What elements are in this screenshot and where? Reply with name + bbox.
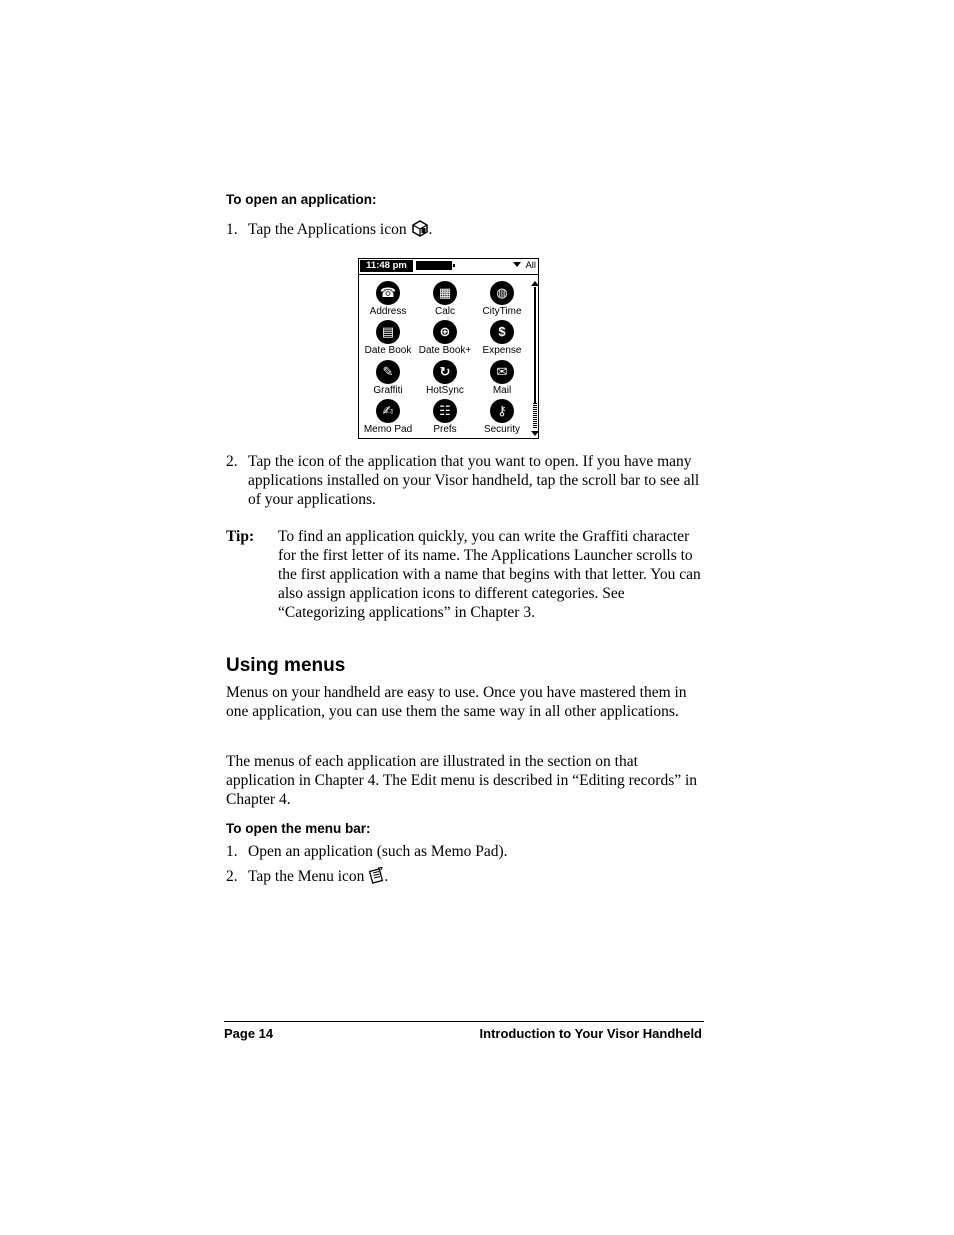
app-label: Calc xyxy=(434,306,455,317)
scroll-up-arrow-icon[interactable] xyxy=(531,281,539,286)
prefs-icon: ☷ xyxy=(433,399,457,423)
app-date-book[interactable] xyxy=(416,320,474,357)
step-text: Open an application (such as Memo Pad). xyxy=(248,843,508,860)
battery-icon xyxy=(416,261,452,270)
step-text: Tap the icon of the application that you want to open. If you have many applications installed on your Visor handheld, tap the scroll bar to see all of your applications. xyxy=(248,453,700,508)
applications-launcher-screen xyxy=(358,258,539,439)
dropdown-triangle-icon xyxy=(513,262,521,267)
app-date-book[interactable] xyxy=(359,320,417,357)
launcher-title-bar xyxy=(359,259,538,275)
app-label: CityTime xyxy=(482,306,522,317)
app-label: Graffiti xyxy=(373,385,403,396)
procedure-title-open-application: To open an application: xyxy=(226,192,377,207)
app-address[interactable] xyxy=(359,281,417,318)
paragraph-menus-chapter: The menus of each application are illustrated in the section on that application in Chapter 4. The Edit menu is described in “Editing records” in Chapter 4. xyxy=(226,753,698,808)
tip-label: Tip: xyxy=(226,528,255,545)
step-text-end: . xyxy=(384,868,389,885)
step-text: Tap the Applications icon xyxy=(248,221,407,238)
footer-page-number: Page 14 xyxy=(224,1026,274,1041)
step-number: 1. xyxy=(226,221,238,238)
app-label: Date Book+ xyxy=(418,345,472,356)
globe-icon: ◍ xyxy=(490,281,514,305)
envelope-icon: ✉ xyxy=(490,360,514,384)
app-mail[interactable] xyxy=(473,360,531,397)
memo-icon: ✍ xyxy=(376,399,400,423)
calendar-plus-icon: ⊕ xyxy=(433,320,457,344)
step-2-open-application xyxy=(226,452,706,512)
app-graffiti[interactable] xyxy=(359,360,417,397)
phone-icon: ☎ xyxy=(376,281,400,305)
app-security[interactable] xyxy=(473,399,531,436)
footer-title: Introduction to Your Visor Handheld xyxy=(479,1026,702,1041)
applications-icon xyxy=(411,220,429,242)
calculator-icon: ▦ xyxy=(433,281,457,305)
app-calc[interactable] xyxy=(416,281,474,318)
dollar-icon: $ xyxy=(490,320,514,344)
sync-icon: ↻ xyxy=(433,360,457,384)
clock-display[interactable]: 11:48 pm xyxy=(360,260,413,272)
paragraph-menus-intro: Menus on your handheld are easy to use. Once you have mastered them in one application, you can use them the same way in all other applications. xyxy=(226,684,687,720)
step-2-open-menu-bar xyxy=(226,867,706,887)
app-memo-pad[interactable] xyxy=(359,399,417,436)
scroll-thumb[interactable] xyxy=(533,403,537,429)
category-picker[interactable] xyxy=(513,260,536,272)
pen-icon: ✎ xyxy=(376,360,400,384)
step-number: 2. xyxy=(226,868,238,885)
app-label: Mail xyxy=(492,385,512,396)
app-label: HotSync xyxy=(426,385,464,396)
app-citytime[interactable] xyxy=(473,281,531,318)
app-label: Expense xyxy=(482,345,522,356)
menu-icon xyxy=(368,867,384,889)
step-number: 1. xyxy=(226,843,238,860)
step-number: 2. xyxy=(226,453,238,470)
app-expense[interactable] xyxy=(473,320,531,357)
step-1-open-application xyxy=(226,220,706,240)
app-label: Memo Pad xyxy=(363,424,413,435)
scroll-down-arrow-icon[interactable] xyxy=(531,431,539,436)
app-prefs[interactable] xyxy=(416,399,474,436)
app-hotsync[interactable] xyxy=(416,360,474,397)
key-icon: ⚷ xyxy=(490,399,514,423)
step-1-open-menu-bar xyxy=(226,842,706,862)
step-text-end: . xyxy=(428,221,433,238)
app-label: Prefs xyxy=(433,424,457,435)
app-label: Address xyxy=(369,306,407,317)
launcher-scrollbar[interactable] xyxy=(533,281,537,437)
app-label: Date Book xyxy=(364,345,412,356)
procedure-title-open-menu-bar: To open the menu bar: xyxy=(226,821,371,836)
calendar-icon: ▤ xyxy=(376,320,400,344)
section-heading-using-menus: Using menus xyxy=(226,655,346,676)
tip-text: To find an application quickly, you can write the Graffiti character for the first letter of its name. The Applications Launcher scrolls to the first application with a name that begins with that letter. You can also assign application icons to different categories. See “Categorizing applications” in Chapter 3. xyxy=(278,528,701,621)
app-label: Security xyxy=(483,424,521,435)
footer-rule xyxy=(224,1021,704,1022)
category-label: All xyxy=(525,260,536,271)
step-text: Tap the Menu icon xyxy=(248,868,365,885)
scroll-track[interactable] xyxy=(534,287,536,403)
